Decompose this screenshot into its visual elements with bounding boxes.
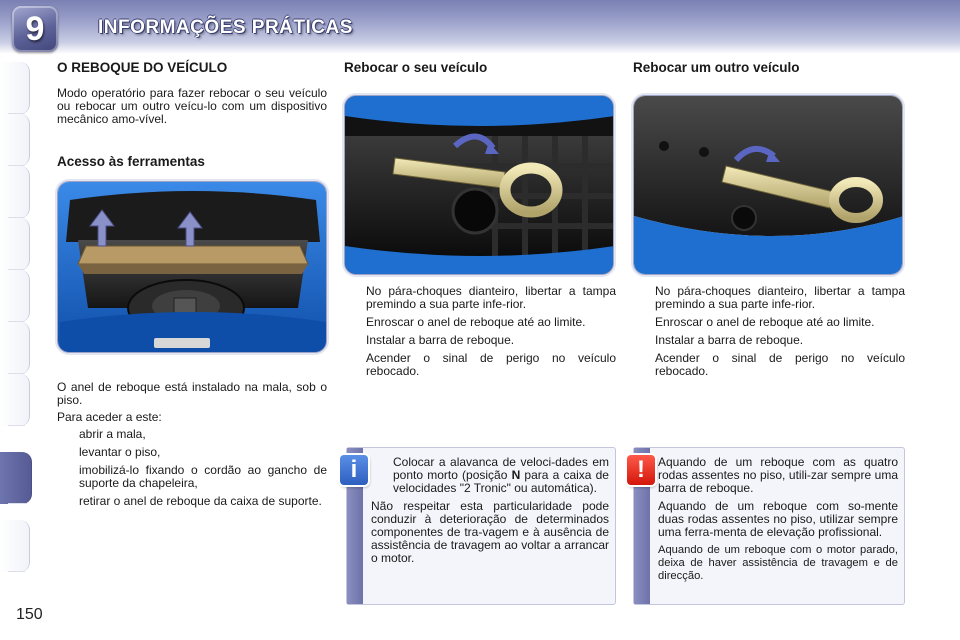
info-box-body <box>371 456 609 570</box>
chapter-tab <box>0 114 30 166</box>
info-box <box>346 447 616 605</box>
list-item: Colocar a alavanca de veloci-dades em ponto morto (posição N para a caixa de velocidades "2 Tronic" ou automática). <box>393 455 609 495</box>
list-item: imobilizá-lo fixando o cordão ao gancho de suporte da chapeleira, <box>79 463 327 490</box>
chapter-tab <box>0 270 30 322</box>
list-item: Enroscar o anel de reboque até ao limite. <box>655 315 875 329</box>
warning-box-body <box>658 456 898 588</box>
tow-ring-front-illustration <box>345 96 614 275</box>
list-item: abrir a mala, <box>79 427 146 441</box>
access-intro: Para aceder a este: <box>57 410 162 424</box>
list-item: retirar o anel de reboque da caixa de suporte. <box>79 494 322 508</box>
front-bumper-photo <box>344 95 614 275</box>
list-item: Acender o sinal de perigo no veículo rebocado. <box>655 351 905 378</box>
boot-photo <box>57 181 327 353</box>
chapter-tabs <box>0 62 32 572</box>
info-paragraph: Não respeitar esta particularidade pode conduzir à deterioração de determinados componentes de tra-vagem e à ausência de assistência de travagem ao voltar a arrancar o motor. <box>371 499 609 565</box>
chapter-tab <box>0 166 30 218</box>
list-item: levantar o piso, <box>79 445 161 459</box>
page-number: 150 <box>16 606 43 623</box>
chapter-tab <box>0 520 30 572</box>
tow-ring-rear-illustration <box>634 96 903 275</box>
list-item: Instalar a barra de reboque. <box>366 333 515 347</box>
chapter-tab <box>0 322 30 374</box>
access-steps <box>57 428 327 508</box>
list-item: Enroscar o anel de reboque até ao limite. <box>366 315 586 329</box>
tow-ring-location: O anel de reboque está instalado na mala, sob o piso. <box>57 380 327 407</box>
info-icon: i <box>340 455 368 485</box>
list-item: No pára-choques dianteiro, libertar a tampa premindo a sua parte infe-rior. <box>655 284 905 311</box>
warning-box <box>633 447 905 605</box>
warning-paragraph: Aquando de um reboque com as quatro rodas assentes no piso, utili-zar sempre uma barra de reboque. <box>658 455 898 495</box>
tow-your-vehicle-steps <box>344 285 616 378</box>
intro-paragraph: Modo operatório para fazer rebocar o seu veículo ou rebocar um outro veícu-lo com um dispositivo mecânico amo-vível. <box>57 86 327 126</box>
list-item: No pára-choques dianteiro, libertar a tampa premindo a sua parte infe-rior. <box>366 284 616 311</box>
column-tow-other-vehicle <box>633 60 905 383</box>
section-heading: Rebocar o seu veículo <box>344 60 488 75</box>
column-towing-intro <box>57 60 327 513</box>
list-item: Acender o sinal de perigo no veículo rebocado. <box>366 351 616 378</box>
warning-paragraph: Aquando de um reboque com so-mente duas rodas assentes no piso, utilizar sempre uma ferra-menta de elevação profissional. <box>658 499 898 539</box>
rear-bumper-photo <box>633 95 903 275</box>
warning-paragraph: Aquando de um reboque com o motor parado, deixa de haver assistência de travagem e de direcção. <box>658 544 898 582</box>
tow-other-vehicle-steps <box>633 285 905 378</box>
chapter-tab <box>0 374 30 426</box>
page-header <box>0 0 960 54</box>
tools-heading: Acesso às ferramentas <box>57 154 205 169</box>
chapter-tab <box>0 62 30 114</box>
chapter-title: INFORMAÇÕES PRÁTICAS <box>98 17 353 38</box>
section-heading: Rebocar um outro veículo <box>633 60 800 75</box>
chapter-number-badge: 9 <box>12 6 58 52</box>
chapter-tab <box>0 218 30 270</box>
boot-illustration <box>58 182 327 353</box>
info-steps <box>371 456 609 495</box>
section-heading: O REBOQUE DO VEÍCULO <box>57 60 228 75</box>
warning-icon: ! <box>627 455 655 485</box>
chapter-tab-active <box>0 452 32 504</box>
list-item: Instalar a barra de reboque. <box>655 333 804 347</box>
column-tow-your-vehicle <box>344 60 616 383</box>
